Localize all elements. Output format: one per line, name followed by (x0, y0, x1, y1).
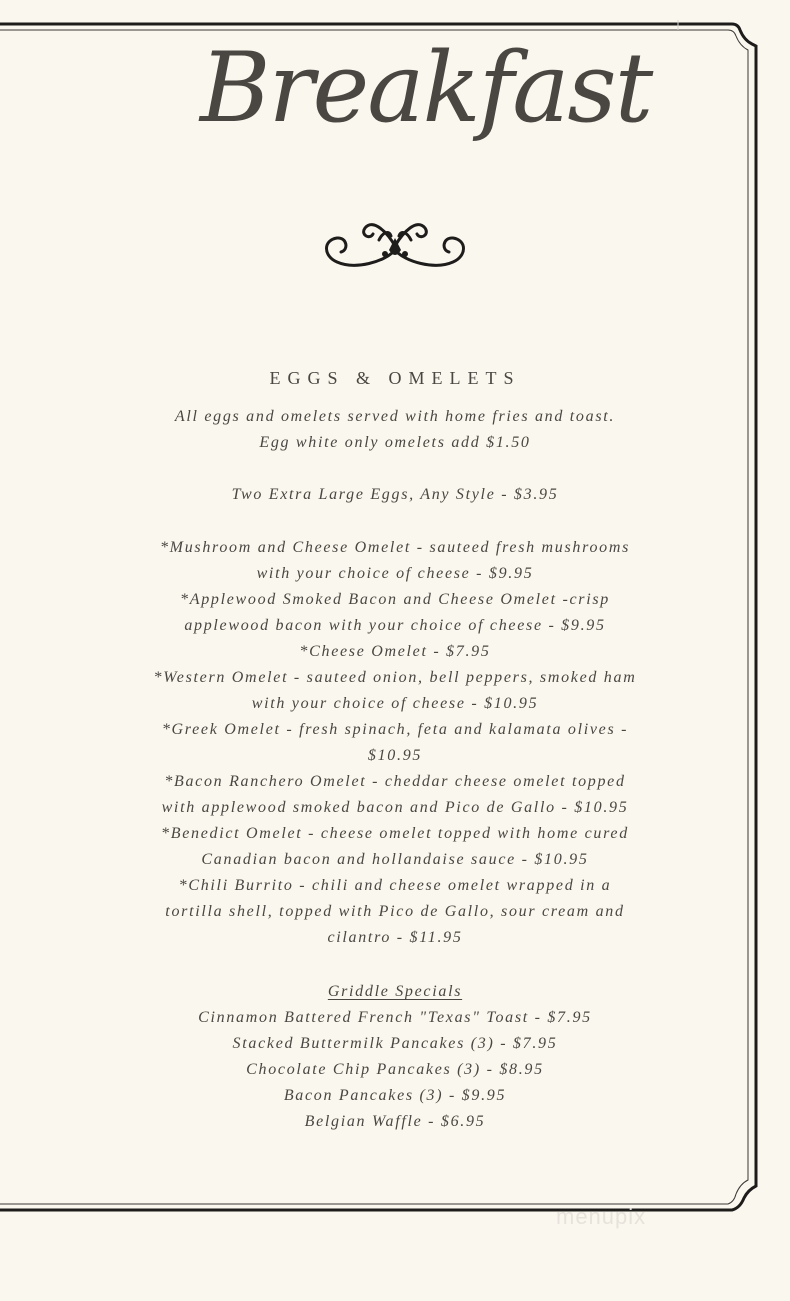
menu-line: with your choice of cheese - $10.95 (251, 695, 539, 712)
griddle-list (150, 1005, 640, 1135)
intro-text (150, 404, 640, 456)
menu-line: *Chili Burrito - chili and cheese omelet wrapped in a (178, 877, 612, 894)
menu-title: Breakfast (200, 32, 652, 144)
menu-line: cilantro - $11.95 (327, 929, 463, 946)
menu-line: *Benedict Omelet - cheese omelet topped with home cured (161, 825, 629, 842)
menu-line: *Cheese Omelet - $7.95 (299, 643, 491, 660)
griddle-item: Stacked Buttermilk Pancakes (3) - $7.95 (232, 1035, 558, 1052)
menu-line: with your choice of cheese - $9.95 (256, 565, 534, 582)
menu-line: *Mushroom and Cheese Omelet - sauteed fresh mushrooms (159, 539, 631, 556)
menu-line: with applewood smoked bacon and Pico de Gallo - $10.95 (161, 799, 629, 816)
intro-line: All eggs and omelets served with home fries and toast. (174, 408, 616, 425)
menu-line: tortilla shell, topped with Pico de Gallo, sour cream and (165, 903, 625, 920)
griddle-item: Bacon Pancakes (3) - $9.95 (283, 1087, 507, 1104)
omelet-list (150, 535, 640, 951)
menu-line: applewood bacon with your choice of cheese - $9.95 (184, 617, 606, 634)
menu-line: *Greek Omelet - fresh spinach, feta and kalamata olives - (161, 721, 629, 738)
griddle-heading: Griddle Specials (327, 983, 463, 1000)
flourish-ornament-icon (315, 210, 475, 276)
griddle-item: Chocolate Chip Pancakes (3) - $8.95 (246, 1061, 544, 1078)
watermark: menupix (556, 1204, 647, 1229)
menu-line: *Western Omelet - sauteed onion, bell peppers, smoked ham (153, 669, 637, 686)
menu-item (150, 482, 640, 508)
menu-line: $10.95 (367, 747, 423, 764)
griddle-item: Belgian Waffle - $6.95 (304, 1113, 486, 1130)
intro-line: Egg white only omelets add $1.50 (259, 434, 531, 451)
menu-line: *Bacon Ranchero Omelet - cheddar cheese omelet topped (164, 773, 626, 790)
menu-line: *Applewood Smoked Bacon and Cheese Omelet -crisp (180, 591, 610, 608)
menu-line: Canadian bacon and hollandaise sauce - $10.95 (201, 851, 589, 868)
griddle-item: Cinnamon Battered French "Texas" Toast - $7.95 (198, 1009, 592, 1026)
menu-item-text: Two Extra Large Eggs, Any Style - $3.95 (231, 486, 559, 503)
section-heading: EGGS & OMELETS (269, 368, 521, 388)
